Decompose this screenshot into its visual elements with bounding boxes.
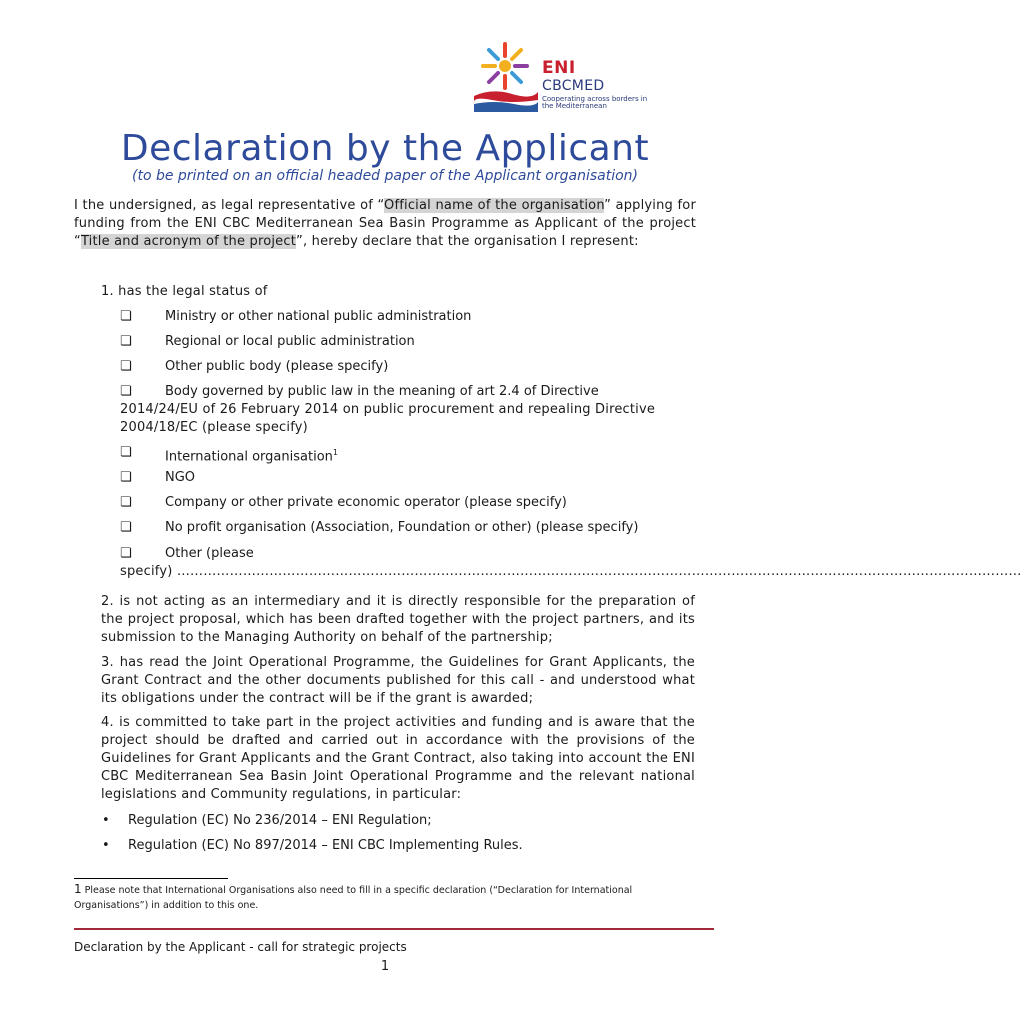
page-number: 1 (380, 959, 390, 974)
eni-cbcmed-logo (472, 38, 652, 114)
option-public-law-body (120, 383, 599, 401)
option-company (120, 494, 567, 512)
intro-text-2: ” applying for funding from the ENI CBC Mediterranean Sea Basin Programme as Applicant of the project “ (74, 198, 697, 249)
item-1-heading: 1. has the legal status of (101, 284, 268, 299)
footnote-text: Please note that International Organisations also need to fill in a specific declaration (“Declaration for International Organisations”) in addition to this one. (74, 885, 633, 911)
option-other-public-body (120, 358, 389, 376)
logo-brand: ENI (542, 58, 576, 78)
option-label: Body governed by public law in the meaning of art 2.4 of Directive (165, 384, 599, 399)
option-other-specify-line[interactable]: specify) ………………………………………………………………………………………………………………………………………………………………………… (120, 564, 1022, 579)
checkbox-icon[interactable]: ❏ (120, 309, 132, 324)
checkbox-icon[interactable]: ❏ (120, 359, 132, 374)
option-ngo (120, 469, 196, 487)
intro-text-3: ”, hereby declare that the organisation I represent: (296, 234, 639, 249)
footnote-ref[interactable]: 1 (332, 448, 338, 457)
option-label: Regional or local public administration (165, 334, 415, 349)
intro-text-1: I the undersigned, as legal representative of “ (74, 198, 385, 213)
footer-divider (74, 928, 714, 930)
bullet-icon: • (102, 813, 110, 828)
option-label: NGO (165, 470, 196, 485)
footnote (74, 882, 694, 913)
option-label-text: International organisation (165, 449, 333, 465)
checkbox-icon[interactable]: ❏ (120, 445, 132, 460)
checkbox-icon[interactable]: ❏ (120, 520, 132, 535)
bullet-text: Regulation (EC) No 897/2014 – ENI CBC Implementing Rules. (128, 838, 523, 853)
option-international-org (120, 444, 338, 465)
option-no-profit (120, 519, 639, 537)
logo-program: CBCMED (542, 78, 605, 94)
footer-text: Declaration by the Applicant - call for strategic projects (74, 940, 407, 954)
option-ministry (120, 308, 472, 326)
page-title: Declaration by the Applicant (120, 128, 650, 169)
option-label (165, 444, 338, 466)
option-label: Ministry or other national public administration (165, 309, 472, 324)
item-4: 4. is committed to take part in the project activities and funding and is aware that the project should be drafted and carried out in accordance with the provisions of the Guidelines for Grant Applicants and the Grant Contract, also taking into account the ENI CBC Mediterranean Sea Basin Joint Operational Programme and the relevant national legislations and Community regulations, in particular: (101, 715, 695, 802)
page-subtitle: (to be printed on an official headed paper of the Applicant organisation) (132, 168, 638, 184)
intro-paragraph (74, 197, 696, 251)
option-label: Other public body (please specify) (165, 359, 389, 374)
bullet-icon: • (102, 838, 110, 853)
checkbox-icon[interactable]: ❏ (120, 546, 132, 561)
footnote-divider (74, 878, 228, 879)
bullet-eni-regulation (102, 812, 432, 830)
item-2: 2. is not acting as an intermediary and it is directly responsible for the preparation of the project proposal, which has been drafted together with the project partners, and its submission to the Managing Authority on behalf of the partnership; (101, 594, 695, 645)
official-name-placeholder: Official name of the organisation (384, 198, 605, 213)
option-regional (120, 333, 415, 351)
option-label: No profit organisation (Association, Foundation or other) (please specify) (165, 520, 639, 535)
option-continuation: 2004/18/EC (please specify) (120, 420, 308, 435)
bullet-implementing-rules (102, 837, 523, 855)
checkbox-icon[interactable]: ❏ (120, 470, 132, 485)
logo-tagline: Cooperating across borders in the Mediterranean (542, 95, 648, 110)
checkbox-icon[interactable]: ❏ (120, 334, 132, 349)
checkbox-icon[interactable]: ❏ (120, 384, 132, 399)
checkbox-icon[interactable]: ❏ (120, 495, 132, 510)
item-3: 3. has read the Joint Operational Programme, the Guidelines for Grant Applicants, the Grant Contract and the other documents published for this call - and understood what its obligations under the contract will be if the grant is awarded; (101, 655, 695, 706)
option-label: Company or other private economic operator (please specify) (165, 495, 567, 510)
option-other (120, 545, 254, 563)
footnote-number: 1 (74, 882, 82, 896)
option-continuation: 2014/24/EU of 26 February 2014 on public procurement and repealing Directive (120, 402, 656, 417)
bullet-text: Regulation (EC) No 236/2014 – ENI Regulation; (128, 813, 432, 828)
logo-emblem-icon (472, 38, 538, 114)
project-title-placeholder: Title and acronym of the project (80, 234, 297, 249)
option-label: Other (please (165, 546, 254, 561)
